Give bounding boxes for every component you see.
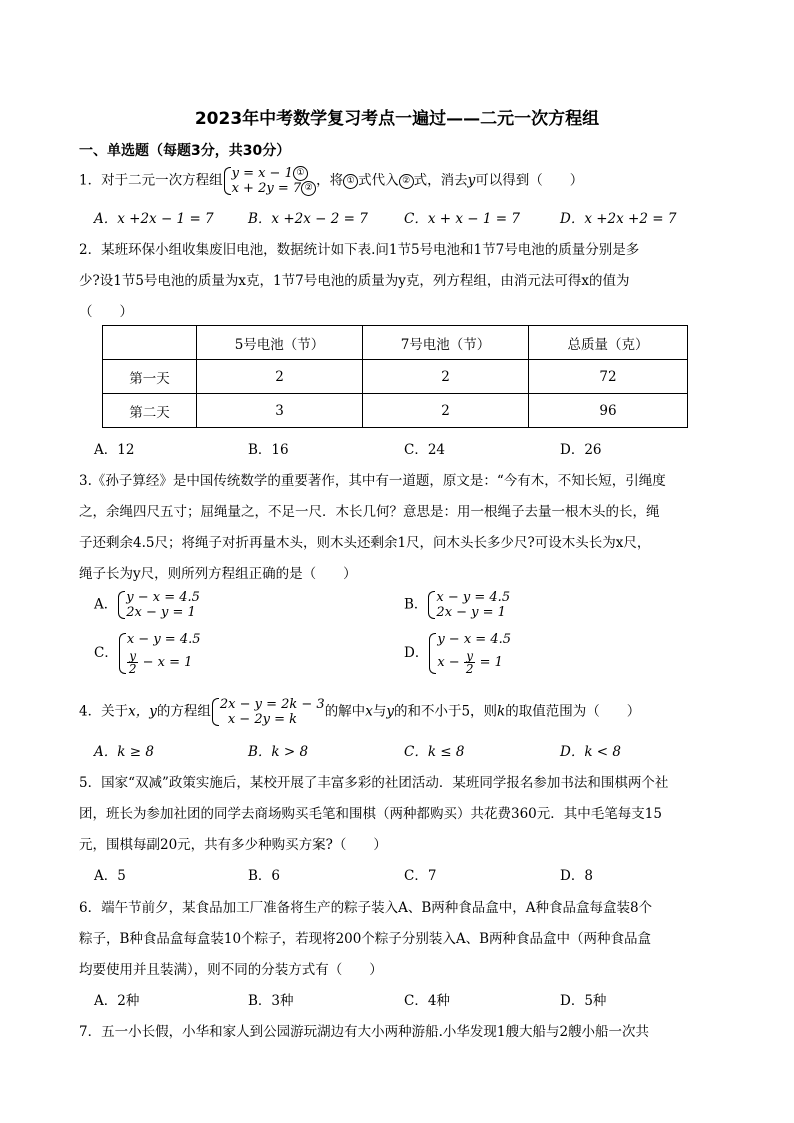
question-4: 4．关于x，y的方程组 2x − y = 2k − 3 x − 2y = k 的解中x与y的和不小于5，则k的取值范围为（ ） [79,697,641,727]
q2-line-1: 2．某班环保小组收集废旧电池，数据统计如下表.问1节5号电池和1节7号电池的质量分别是多 [79,242,640,258]
q6-option-c[interactable]: C．4种 [404,993,450,1009]
q3-line-2: 之，余绳四尺五寸；屈绳量之，不足一尺．木长几何？意思是：用一根绳子去量一根木头的长，绳 [79,504,660,520]
q3-line-1: 3.《孙子算经》是中国传统数学的重要著作，其中有一道题，原文是：“今有木，不知长短，引绳度 [79,473,666,489]
q2-option-a[interactable]: A．12 [94,442,135,458]
table-cell: 2 [363,394,529,428]
q4-option-d[interactable]: D．k < 8 [560,744,621,760]
q1-option-d[interactable]: D．x +2x +2 = 7 [560,211,677,227]
q6-option-b[interactable]: B．3种 [248,993,294,1009]
q1-prefix: 1．对于二元一次方程组 [79,172,223,189]
section-heading: 一、单选题（每题3分，共30分） [79,143,291,159]
table-cell: 72 [529,360,688,394]
q5-line-3: 元，围棋每副20元，共有多少种购买方案?（ ） [79,837,387,853]
q6-option-a[interactable]: A．2种 [94,993,140,1009]
table-row [103,360,688,394]
q1-option-b[interactable]: B．x +2x − 2 = 7 [248,211,368,227]
table-cell: 2 [197,360,363,394]
q2-option-b[interactable]: B．16 [248,442,289,458]
q6-line-3: 均要使用并且装满），则不同的分装方式有（ ） [79,962,383,978]
table-cell: 2 [363,360,529,394]
table-header-cell [103,326,197,360]
table-row [103,394,688,428]
table-header-cell: 7号电池（节） [363,326,529,360]
q3-option-c[interactable]: C． x − y = 4.5 $\frac{y}{2}$ − x = 1 [94,632,201,676]
q2-line-3: （ ） [79,304,133,320]
q1-system: y = x − 1 ① x + 2y = 7 ② [223,166,317,196]
table-cell: 第二天 [103,394,197,428]
q4-option-c[interactable]: C．k ≤ 8 [404,744,465,760]
q5-line-1: 5．国家“双减”政策实施后，某校开展了丰富多彩的社团活动．某班同学报名参加书法和围棋两个社 [79,775,669,791]
table-header-cell: 5号电池（节） [197,326,363,360]
q2-line-2: 少?设1节5号电池的质量为x克，1节7号电池的质量为y克，列方程组，由消元法可得x的值为 [79,273,630,289]
q3-line-4: 绳子长为y尺，则所列方程组正确的是（ ） [79,566,357,582]
question-1: 1．对于二元一次方程组 y = x − 1 ① x + 2y = 7 ② ，将 ① 式代入 ② 式，消去y可以得到（ ） [79,166,584,196]
table-cell: 96 [529,394,688,428]
table-cell: 3 [197,394,363,428]
q6-line-2: 粽子，B种食品盒每盒装10个粽子，若现将200个粽子分别装入A、B两种食品盒中（两种食品盒 [79,931,652,947]
table-header-row [103,326,688,360]
q4-option-b[interactable]: B．k > 8 [248,744,309,760]
q3-option-a[interactable]: A． y − x = 4.5 2x − y = 1 [94,590,200,620]
q5-option-b[interactable]: B．6 [248,868,281,884]
q4-system: 2x − y = 2k − 3 x − 2y = k [211,697,325,727]
q3-option-b[interactable]: B． x − y = 4.5 2x − y = 1 [404,590,511,620]
q3-line-3: 子还剩余4.5尺；将绳子对折再量木头，则木头还剩余1尺，问木头长多少尺?可设木头长为x尺， [79,535,651,551]
circle-2-icon: ② [301,181,316,196]
q6-line-1: 6．端午节前夕，某食品加工厂准备将生产的粽子装入A、B两种食品盒中，A种食品盒每盒装8个 [79,900,653,916]
table-header-cell: 总质量（克） [529,326,688,360]
q3-option-d[interactable]: D． y − x = 4.5 x − $\frac{y}{2}$ = 1 [404,632,511,676]
q6-option-d[interactable]: D．5种 [560,993,607,1009]
circle-1-icon: ① [293,166,308,181]
q4-option-a[interactable]: A．k ≥ 8 [94,744,154,760]
q1-option-c[interactable]: C．x + x − 1 = 7 [404,211,520,227]
battery-table [102,325,688,428]
q5-line-2: 团，班长为参加社团的同学去商场购买毛笔和围棋（两种都购买）共花费360元．其中毛笔每支15 [79,806,662,822]
page-title: 2023年中考数学复习考点一遍过——二元一次方程组 [194,109,600,129]
q1-option-a[interactable]: A．x +2x − 1 = 7 [94,211,214,227]
q5-option-c[interactable]: C．7 [404,868,437,884]
q5-option-d[interactable]: D．8 [560,868,593,884]
q2-option-d[interactable]: D．26 [560,442,602,458]
q5-option-a[interactable]: A．5 [94,868,126,884]
table-cell: 第一天 [103,360,197,394]
q2-option-c[interactable]: C．24 [404,442,446,458]
q7-line-1: 7．五一小长假，小华和家人到公园游玩湖边有大小两种游船.小华发现1艘大船与2艘小船一次共 [79,1024,650,1040]
